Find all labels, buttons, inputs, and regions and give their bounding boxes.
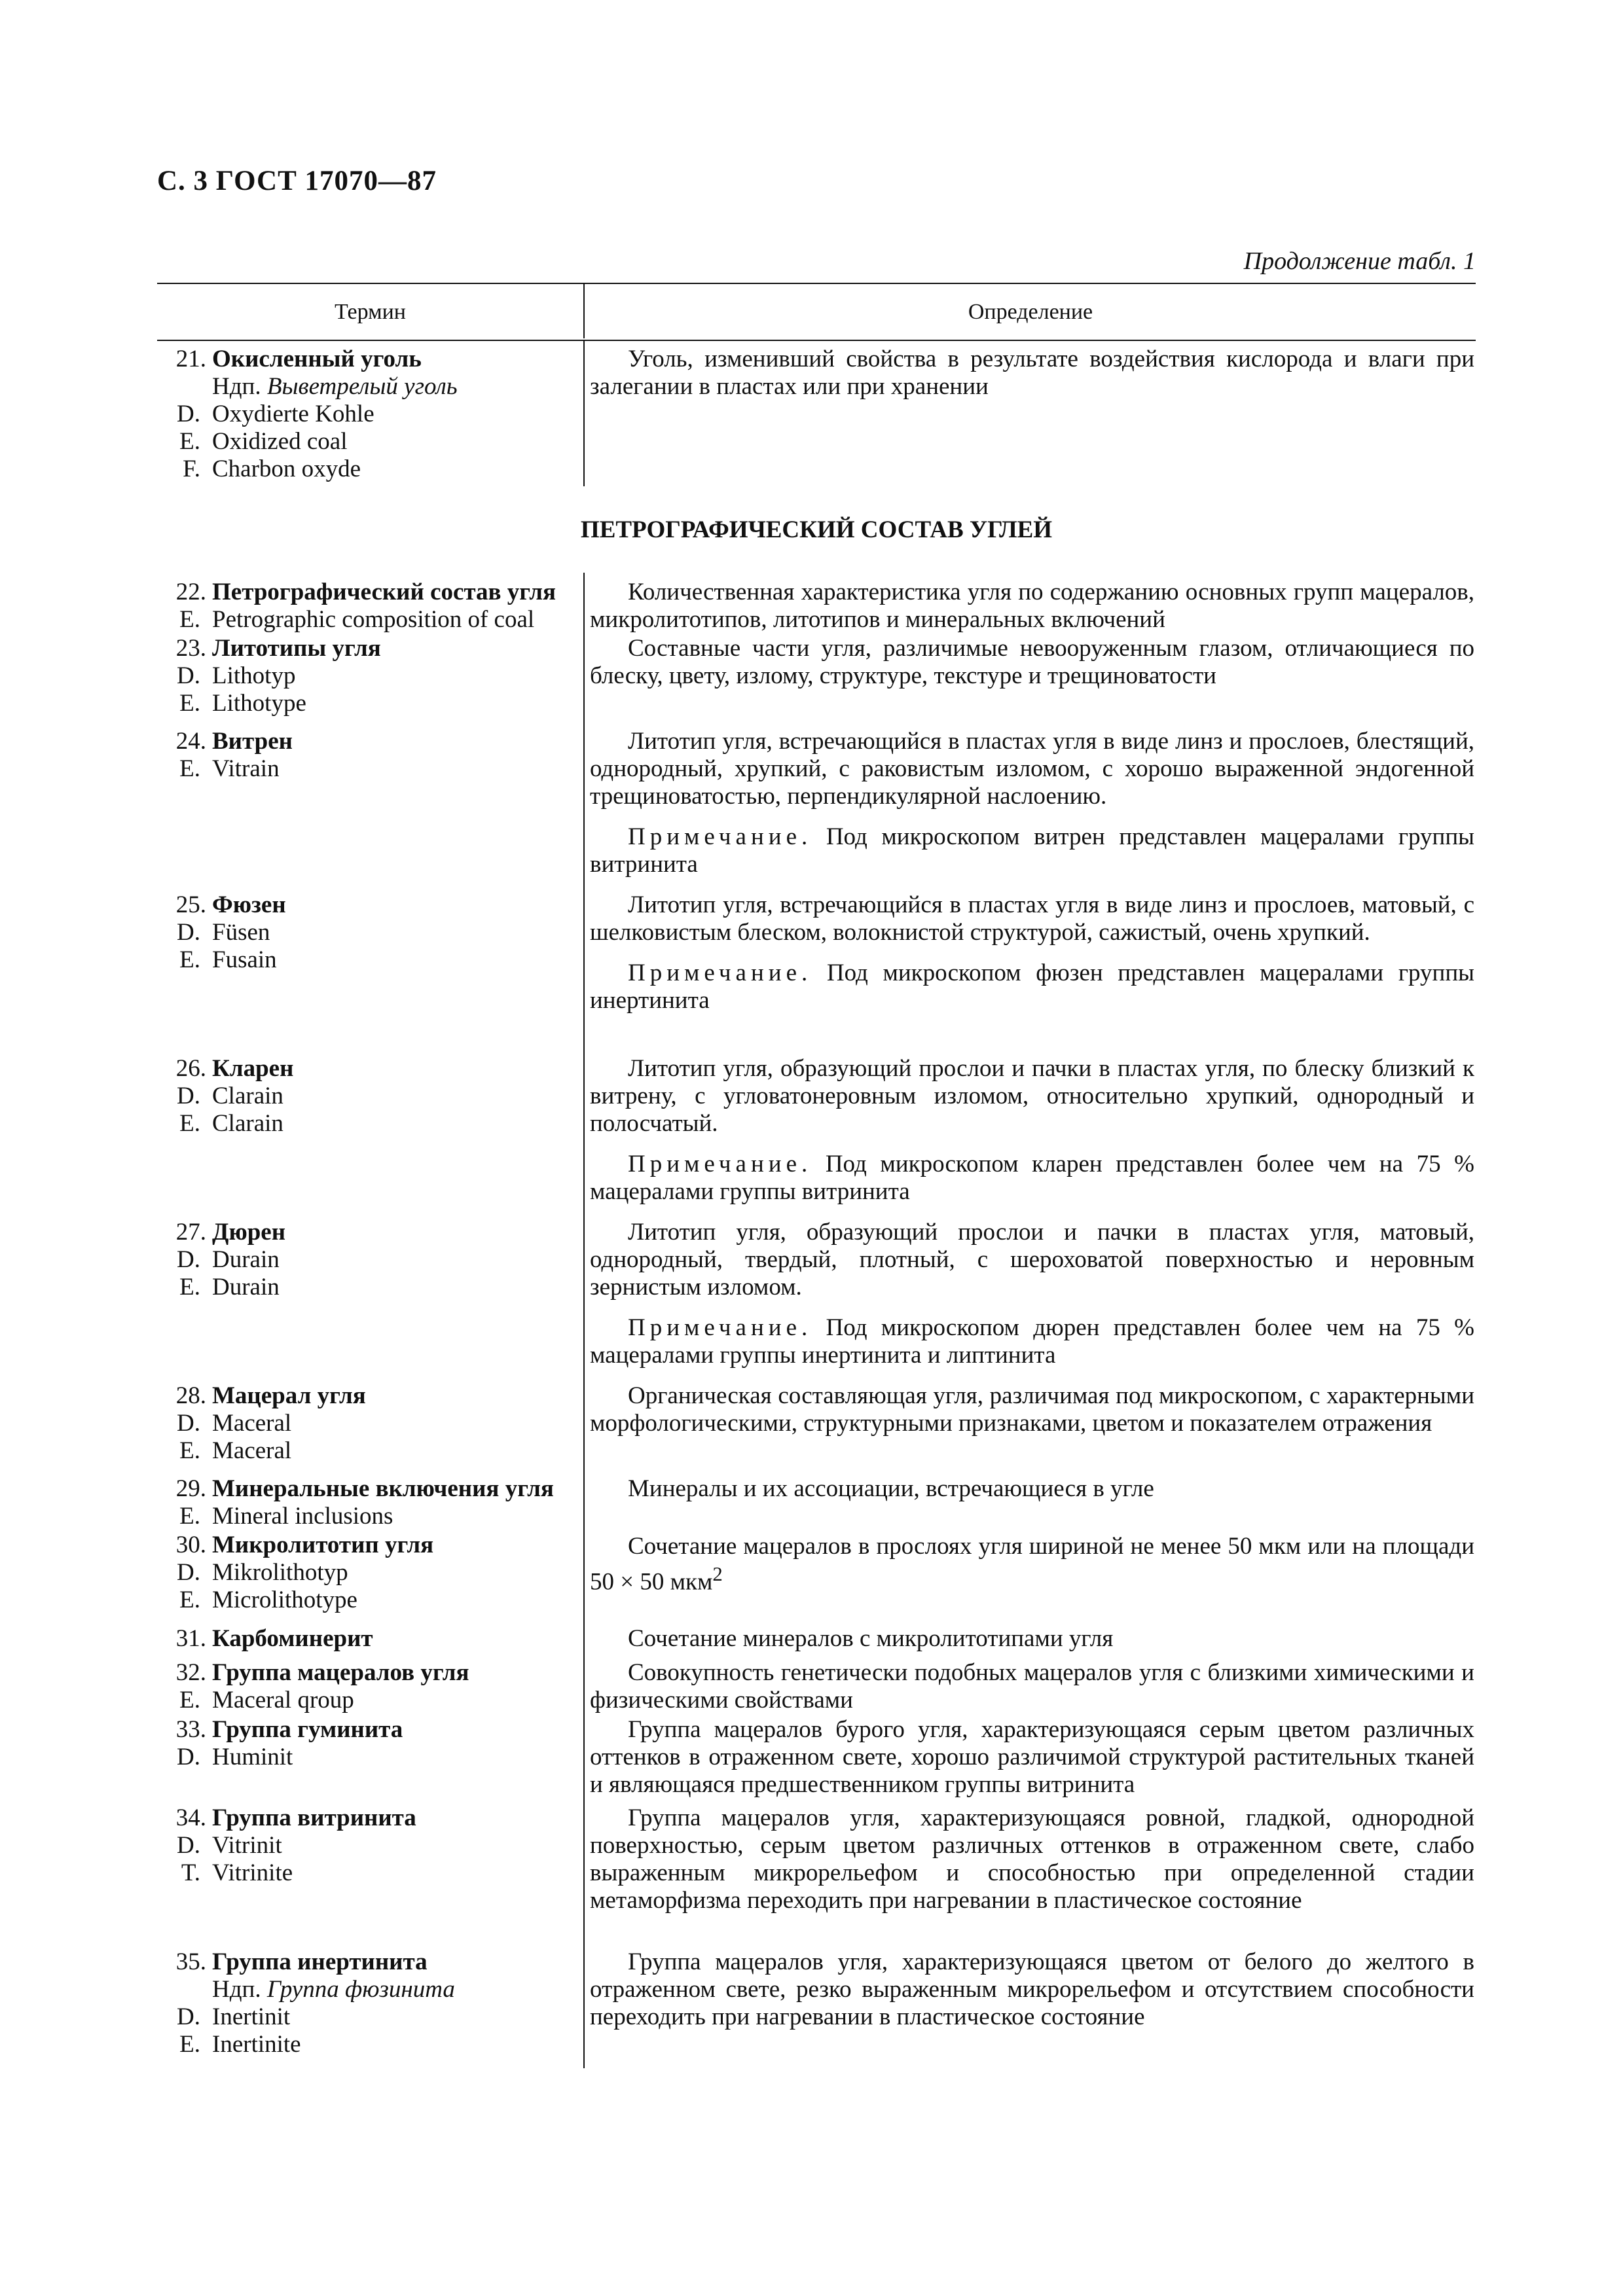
term-cell: 24. Витрен E. Vitrain: [175, 728, 293, 782]
definition-cell: Совокупность генетически подобных мацералов угля с близкими химическими и физическими свойствами: [590, 1659, 1474, 1713]
term-cell: 30. Микролитотип угля D. Mikrolithotyp E. Microlithotype: [175, 1532, 434, 1613]
term-name: Кларен: [212, 1055, 294, 1082]
column-header-term: Термин: [335, 300, 406, 324]
term-name: Группа витринита: [212, 1804, 416, 1831]
term-cell: 22. Петрографический состав угля E. Petrographic composition of coal: [175, 579, 556, 633]
term-name: Группа мацералов угля: [212, 1659, 469, 1686]
term-cell: 23. Литотипы угля D. Lithotyp E. Lithotype: [175, 635, 381, 717]
term-name: Петрографический состав угля: [212, 579, 556, 605]
definition-cell: Литотип угля, встречающийся в пластах угля в виде линз и прослоев, матовый, с шелковистым блеском, волокнистой структурой, сажистый, очень хрупкий. Примечание. Под микроскопом фюзен представлен мацералами группы инертинита: [590, 891, 1474, 1014]
note: Примечание. Под микроскопом дюрен представлен более чем на 75 % мацералами группы инертинита и липтинита: [590, 1314, 1474, 1369]
definition-cell: Составные части угля, различимые невооруженным глазом, отличающиеся по блеску, цвету, излому, структуре, текстуре и трещиноватости: [590, 635, 1474, 689]
definition-cell: Сочетание мацералов в прослоях угля шириной не менее 50 мкм или на площади 50 × 50 мкм$^2$: [590, 1533, 1474, 1596]
term-name: Минеральные включения угля: [212, 1475, 554, 1502]
definition-cell: Литотип угля, образующий прослои и пачки в пластах угля, матовый, однородный, твердый, плотный, с шероховатой поверхностью и неровным зернистым изломом. Примечание. Под микроскопом дюрен представлен более чем на 75 % мацералами группы инертинита и липтинита: [590, 1219, 1474, 1369]
definition-cell: Минералы и их ассоциации, встречающиеся в угле: [628, 1475, 1154, 1502]
term-cell: 33. Группа гуминита D. Huminit: [175, 1716, 403, 1770]
term-name: Литотипы угля: [212, 635, 381, 662]
term-cell: 26. Кларен D. Clarain E. Clarain: [175, 1055, 294, 1137]
header-column-divider: [583, 283, 585, 338]
term-name: Витрен: [212, 728, 293, 755]
term-cell: 34. Группа витринита D. Vitrinit T. Vitrinite: [175, 1804, 416, 1886]
definition-cell: Количественная характеристика угля по содержанию основных групп мацералов, микролитотипов, литотипов и минеральных включений: [590, 579, 1474, 633]
column-header-definition: Определение: [968, 300, 1093, 324]
term-cell: 35. Группа инертинита Ндп. Группа фюзинита D. Inertinit E. Inertinite: [175, 1948, 455, 2058]
term-name: Группа гуминита: [212, 1716, 403, 1743]
column-divider-lower: [583, 573, 585, 2068]
definition-cell: Уголь, изменивший свойства в результате воздействия кислорода и влаги при залегании в пластах или при хранении: [590, 346, 1474, 400]
table-header: [157, 283, 1476, 341]
term-name: Фюзен: [212, 891, 286, 918]
term-cell: 25. Фюзен D. Füsen E. Fusain: [175, 891, 286, 973]
note: Примечание. Под микроскопом фюзен представлен мацералами группы инертинита: [590, 960, 1474, 1014]
definition-cell: Группа мацералов угля, характеризующаяся цветом от белого до желтого в отраженном свете, резко выраженным микрорельефом и отсутствием способности переходить при нагревании в пластическое состояние: [590, 1948, 1474, 2030]
term-name: Карбоминерит: [212, 1625, 373, 1652]
table-continuation-label: Продолжение табл. 1: [1243, 247, 1476, 275]
term-cell: 31. Карбоминерит: [175, 1625, 373, 1652]
term-name: Дюрен: [212, 1219, 286, 1246]
deprecated-term: Группа фюзинита: [266, 1976, 455, 2003]
page-header: С. 3 ГОСТ 17070—87: [157, 166, 437, 196]
deprecated-term: Выветрелый уголь: [266, 373, 458, 400]
term-name: Микролитотип угля: [212, 1532, 434, 1558]
term-cell: 27. Дюрен D. Durain E. Durain: [175, 1219, 286, 1300]
definition-cell: Литотип угля, образующий прослои и пачки в пластах угля, по блеску близкий к витрену, с угловатонеровным изломом, относительно хрупкий, однородный и полосчатый. Примечание. Под микроскопом кларен представлен более чем на 75 % мацералами группы витринита: [590, 1055, 1474, 1205]
column-divider-upper: [583, 340, 585, 486]
term-cell: 28. Мацерал угля D. Maceral E. Maceral: [175, 1382, 366, 1464]
note: Примечание. Под микроскопом витрен представлен мацералами группы витринита: [590, 823, 1474, 878]
definition-cell: Группа мацералов угля, характеризующаяся ровной, гладкой, однородной поверхностью, серым цветом различных оттенков в отраженном свете, слабо выраженным микрорельефом и способностью при определенной стадии метаморфизма переходить при нагревании в пластическое состояние: [590, 1804, 1474, 1914]
definition-cell: Группа мацералов бурого угля, характеризующаяся серым цветом различных оттенков в отраженном свете, хорошо различимой структурой растительных тканей и являющаяся предшественником группы витринита: [590, 1716, 1474, 1798]
term-cell: 32. Группа мацералов угля E. Maceral qroup: [175, 1659, 469, 1713]
definition-cell: Органическая составляющая угля, различимая под микроскопом, с характерными морфологическими, структурными признаками, цветом и показателем отражения: [590, 1382, 1474, 1437]
note: Примечание. Под микроскопом кларен представлен более чем на 75 % мацералами группы витринита: [590, 1151, 1474, 1205]
term-name: Группа инертинита: [212, 1948, 428, 1975]
term-cell: 29. Минеральные включения угля E. Mineral inclusions: [175, 1475, 554, 1530]
definition-cell: Сочетание минералов с микролитотипами угля: [628, 1625, 1114, 1652]
term-name: Окисленный уголь: [212, 346, 422, 372]
definition-cell: Литотип угля, встречающийся в пластах угля в виде линз и прослоев, блестящий, однородный, хрупкий, с раковистым изломом, с хорошо выраженной эндогенной трещиноватостью, перпендикулярной наслоению. Примечание. Под микроскопом витрен представлен мацералами группы витринита: [590, 728, 1474, 878]
term-cell: 21. Окисленный уголь Ндп. Выветрелый уголь D. Oxydierte Kohle E. Oxidized coal F. Charbon oxyde: [175, 346, 458, 482]
section-title: ПЕТРОГРАФИЧЕСКИЙ СОСТАВ УГЛЕЙ: [580, 516, 1053, 543]
term-name: Мацерал угля: [212, 1382, 366, 1409]
